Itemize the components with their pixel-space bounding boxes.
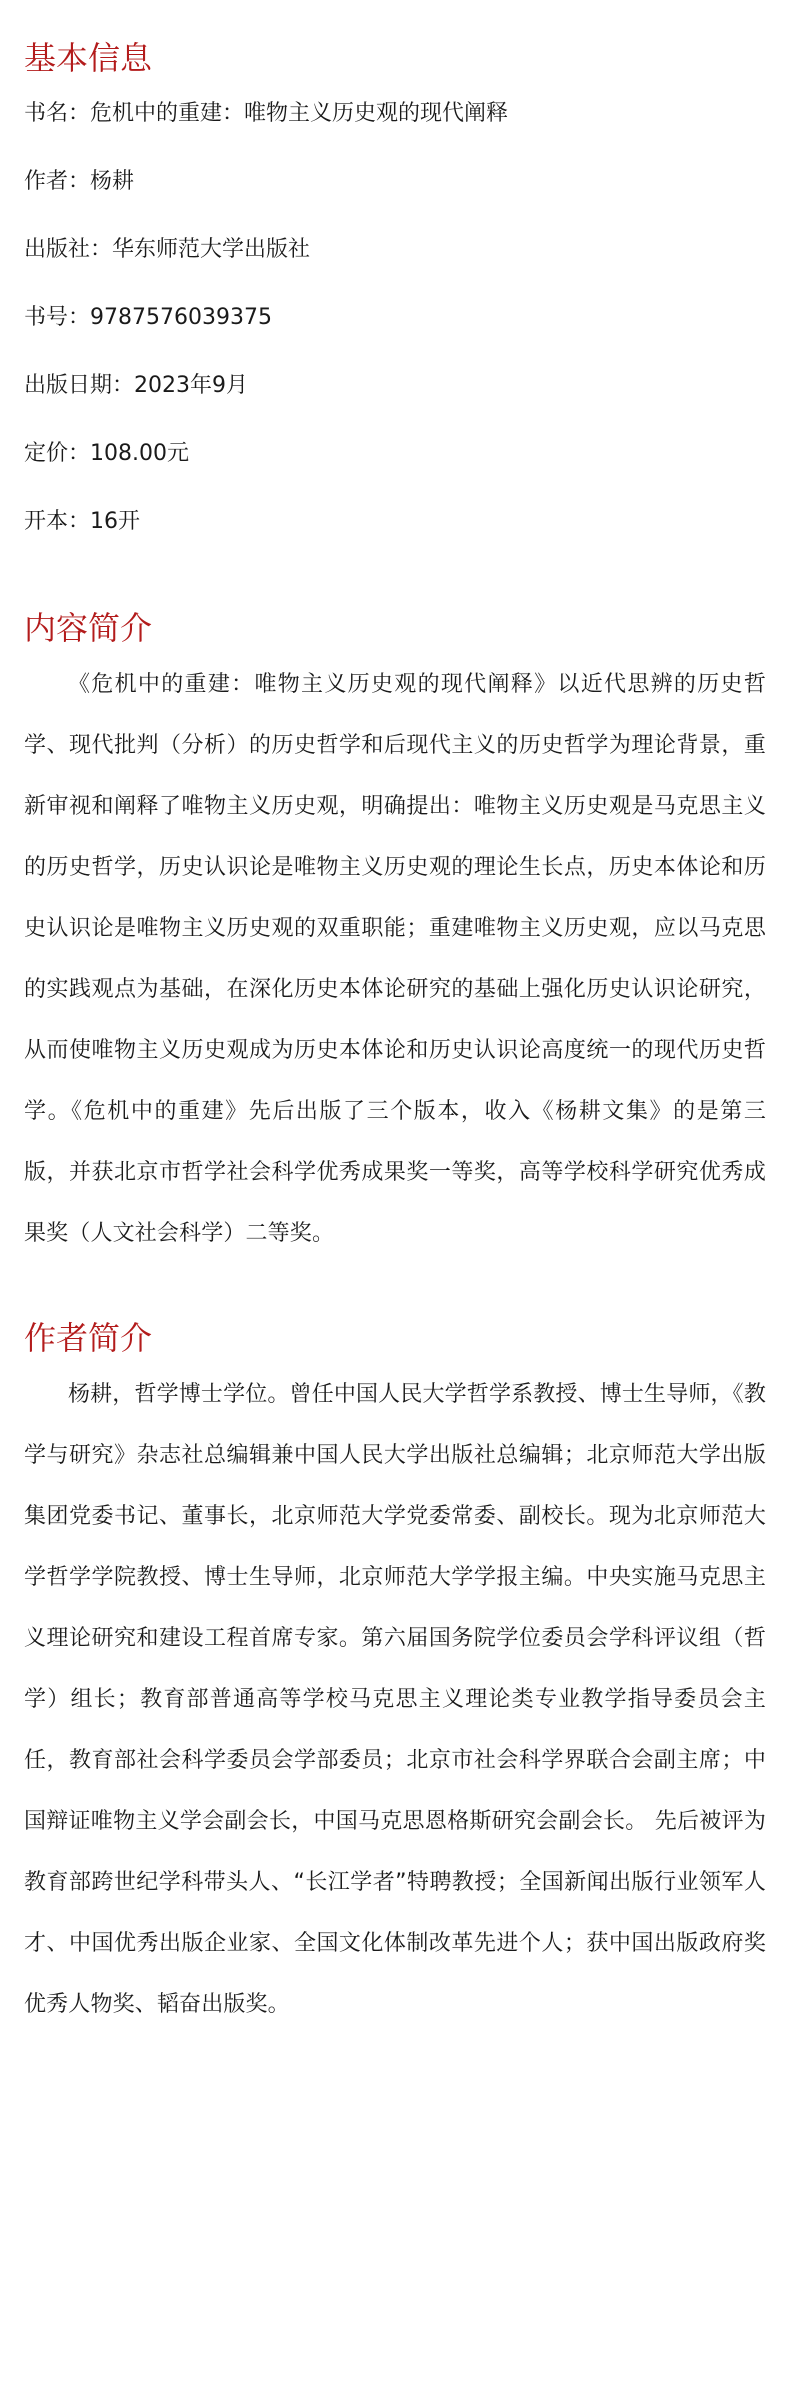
info-row-publisher [24, 216, 766, 284]
info-row-isbn [24, 284, 766, 352]
info-value: 108.00元 [90, 441, 190, 466]
intro-heading: 内容简介 [24, 609, 153, 647]
info-row-author [24, 148, 766, 216]
info-row-publish-date [24, 352, 766, 420]
info-value: 16开 [90, 509, 141, 534]
info-value: 9787576039375 [90, 305, 272, 330]
info-key: 书号 ： [24, 305, 90, 330]
info-key: 作者 ： [24, 169, 90, 194]
intro-paragraph: 《危机中的重建：唯物主义历史观的现代阐释》以近代思辨的历史哲学、现代批判（分析）的历史哲学和后现代主义的历史哲学为理论背景，重新审视和阐释了唯物主义历史观，明确提出：唯物主义历史观是马克思主义的历史哲学，历史认识论是唯物主义历史观的理论生长点，历史本体论和历史认识论是唯物主义历史观的双重职能；重建唯物主义历史观，应以马克思的实践观点为基础，在深化历史本体论研究的基础上强化历史认识论研究，从而使唯物主义历史观成为历史本体论和历史认识论高度统一的现代历史哲学。《危机中的重建》先后出版了三个版本，收入《杨耕文集》的是第三版，并获北京市哲学社会科学优秀成果奖一等奖，高等学校科学研究优秀成果奖（人文社会科学）二等奖。 [24, 672, 766, 1246]
info-value: 杨耕 [90, 169, 135, 194]
info-value: 危机中的重建：唯物主义历史观的现代阐释 [90, 101, 509, 126]
info-key: 书名 ： [24, 101, 90, 126]
info-key: 定价 ： [24, 441, 90, 466]
info-key: 出版社 ： [24, 237, 112, 262]
author-paragraph: 杨耕，哲学博士学位。曾任中国人民大学哲学系教授、博士生导师，《教学与研究》杂志社总编辑兼中国人民大学出版社总编辑；北京师范大学出版集团党委书记、董事长，北京师范大学党委常委、副校长。现为北京师范大学哲学学院教授、博士生导师，北京师范大学学报主编。中央实施马克思主义理论研究和建设工程首席专家。第六届国务院学位委员会学科评议组（哲学）组长；教育部普通高等学校马克思主义理论类专业教学指导委员会主任，教育部社会科学委员会学部委员；北京市社会科学界联合会副主席；中国辩证唯物主义学会副会长，中国马克思恩格斯研究会副会长。 先后被评为教育部跨世纪学科带头人、“长江学者”特聘教授；全国新闻出版行业领军人才、中国优秀出版企业家、全国文化体制改革先进个人；获中国出版政府奖优秀人物奖、韬奋出版奖。 [24, 1382, 766, 2017]
info-value: 华东师范大学出版社 [112, 237, 311, 262]
info-row-title [24, 80, 766, 148]
info-row-format [24, 488, 766, 556]
info-key: 开本 ： [24, 509, 90, 534]
info-key: 出版日期 ： [24, 373, 134, 398]
basic-info-list [24, 80, 766, 556]
author-heading: 作者简介 [24, 1319, 153, 1357]
info-value: 2023年9月 [134, 373, 249, 398]
basic-info-heading: 基本信息 [24, 39, 153, 77]
info-row-price [24, 420, 766, 488]
